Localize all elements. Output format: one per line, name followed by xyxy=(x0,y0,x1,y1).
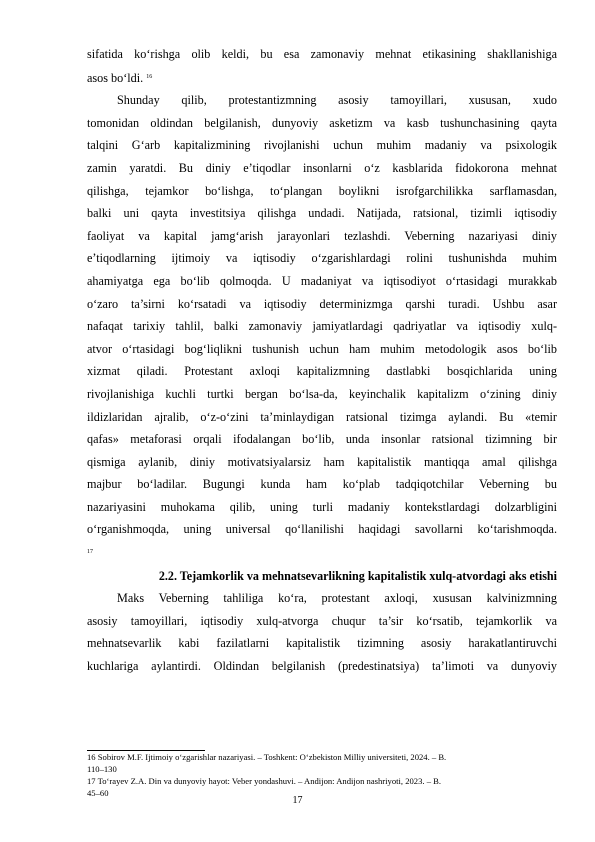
footnote-line: 16 Sobirov M.F. Ijtimoiy o‘zgarishlar nazariyasi. – Toshkent: O‘zbekiston Milliy universiteti, 2024. – B. xyxy=(87,752,447,762)
text-line: nazariyasini muhokama qilib, uning turli madaniy kontekstlardagi dolzarbligini xyxy=(87,499,557,514)
footnote-line: 17 To‘rayev Z.A. Din va dunyoviy hayot: Veber yondashuvi. – Andijon: Andijon nashriyoti, 2023. – B. xyxy=(87,776,442,786)
text-line: o‘zaro ta’sirni ko‘rsatadi va iqtisodiy determinizmga qarshi turadi. Ushbu asar xyxy=(87,296,557,311)
footnote-line: 110–130 xyxy=(87,764,117,774)
footnote-mark: 17 xyxy=(87,549,93,556)
footnote-mark: 16 xyxy=(146,73,153,80)
paragraph-first-line: Shunday qilib, protestantizmning asosiy tamoyillari, xususan, xudo xyxy=(117,93,557,108)
text-line: qafas» metaforasi orqali ifodalangan bo‘lib, unda insonlar ratsional tizimning bir xyxy=(87,432,557,447)
text-line: talqini G‘arb kapitalizmining rivojlanishi uchun muhim madaniy va psixologik xyxy=(87,138,557,153)
section-heading: 2.2. Tejamkorlik va mehnatsevarlikning kapitalistik xulq-atvordagi aks etishi xyxy=(158,568,557,583)
text-line: qilishga, tejamkor bo‘lishga, to‘plangan boylikni isrofgarchilikka sarflamasdan, xyxy=(87,183,557,198)
text-line: asosiy tamoyillari, iqtisodiy xulq-atvorga chuqur ta’sir ko‘rsatib, tejamkorlik va xyxy=(87,613,557,628)
text-line: balki uni qayta investitsiya qilishga undadi. Natijada, ratsional, tizimli iqtisodiy xyxy=(87,206,557,221)
text-line: xizmat qiladi. Protestant axloqi kapitalizmning dastlabki bosqichlarida uning xyxy=(87,364,557,379)
text-line: ildizlaridan ajralib, o‘z-o‘zini ta’minlaydigan ratsional tizimga aylandi. Bu «temir xyxy=(87,409,557,424)
text-line: e’tiqodlarning ijtimoiy va iqtisodiy o‘zgarishlardagi rolini tushunishda muhim xyxy=(87,251,557,266)
body-text xyxy=(87,43,557,678)
text-line: mehnatsevarlik kabi fazilatlarni kapitalistik tizimning asosiy harakatlantiruvchi xyxy=(87,636,557,651)
footnotes xyxy=(87,751,557,799)
text-line: o‘rganishmoqda, uning universal qo‘llanilishi haqidagi savollarni ko‘tarishmoqda. xyxy=(87,522,557,537)
text-line: qismiga aylanib, diniy motivatsiyalarsiz ham kapitalistik mantiqqa amal qilishga xyxy=(87,454,557,469)
text-line: zamin yaratdi. Bu diniy e’tiqodlar insonlarni o‘z kasblarida fidokorona mehnat xyxy=(87,160,557,175)
text-line: kuchlariga aylantirdi. Oldindan belgilanish (predestinatsiya) ta’limoti va dunyoviy xyxy=(87,659,557,674)
text-line: faoliyat va kapital jamg‘arish jarayonlari tezlashdi. Veberning nazariyasi diniy xyxy=(87,228,557,243)
text-line xyxy=(87,541,557,565)
text-line: tomonidan oldindan belgilanish, dunyoviy asketizm va kasb tushunchasining qayta xyxy=(87,115,557,130)
text-line: ahamiyatga ega bo‘lib qolmoqda. U madaniyat va iqtisodiyot o‘rtasidagi murakkab xyxy=(87,273,557,288)
text-line: sifatida ko‘rishga olib keldi, bu esa zamonaviy mehnat etikasining shakllanishiga xyxy=(87,47,557,61)
page-number: 17 xyxy=(292,795,303,806)
text-line: nafaqat tarixiy tahlil, balki zamonaviy jamiyatlardagi qadriyatlar va iqtisodiy xulq- xyxy=(87,319,557,334)
paragraph-first-line: Maks Veberning tahliliga ko‘ra, protestant axloqi, xususan kalvinizmning xyxy=(117,591,557,606)
text-line xyxy=(87,66,557,90)
text-line: rivojlanishiga kuchli turtki bergan bo‘lsa-da, keyinchalik kapitalizm o‘zining diniy xyxy=(87,386,557,401)
text-line: majbur bo‘ladilar. Bugungi kunda ham ko‘plab tadqiqotchilar Veberning bu xyxy=(87,477,557,492)
text-line: atvor o‘rtasidagi bog‘liqlikni tushunish uchun ham muhim metodologik asos bo‘lib xyxy=(87,341,557,356)
text-line-content: asos bo‘ldi. xyxy=(87,70,144,85)
footnote-line: 45–60 xyxy=(87,788,109,798)
